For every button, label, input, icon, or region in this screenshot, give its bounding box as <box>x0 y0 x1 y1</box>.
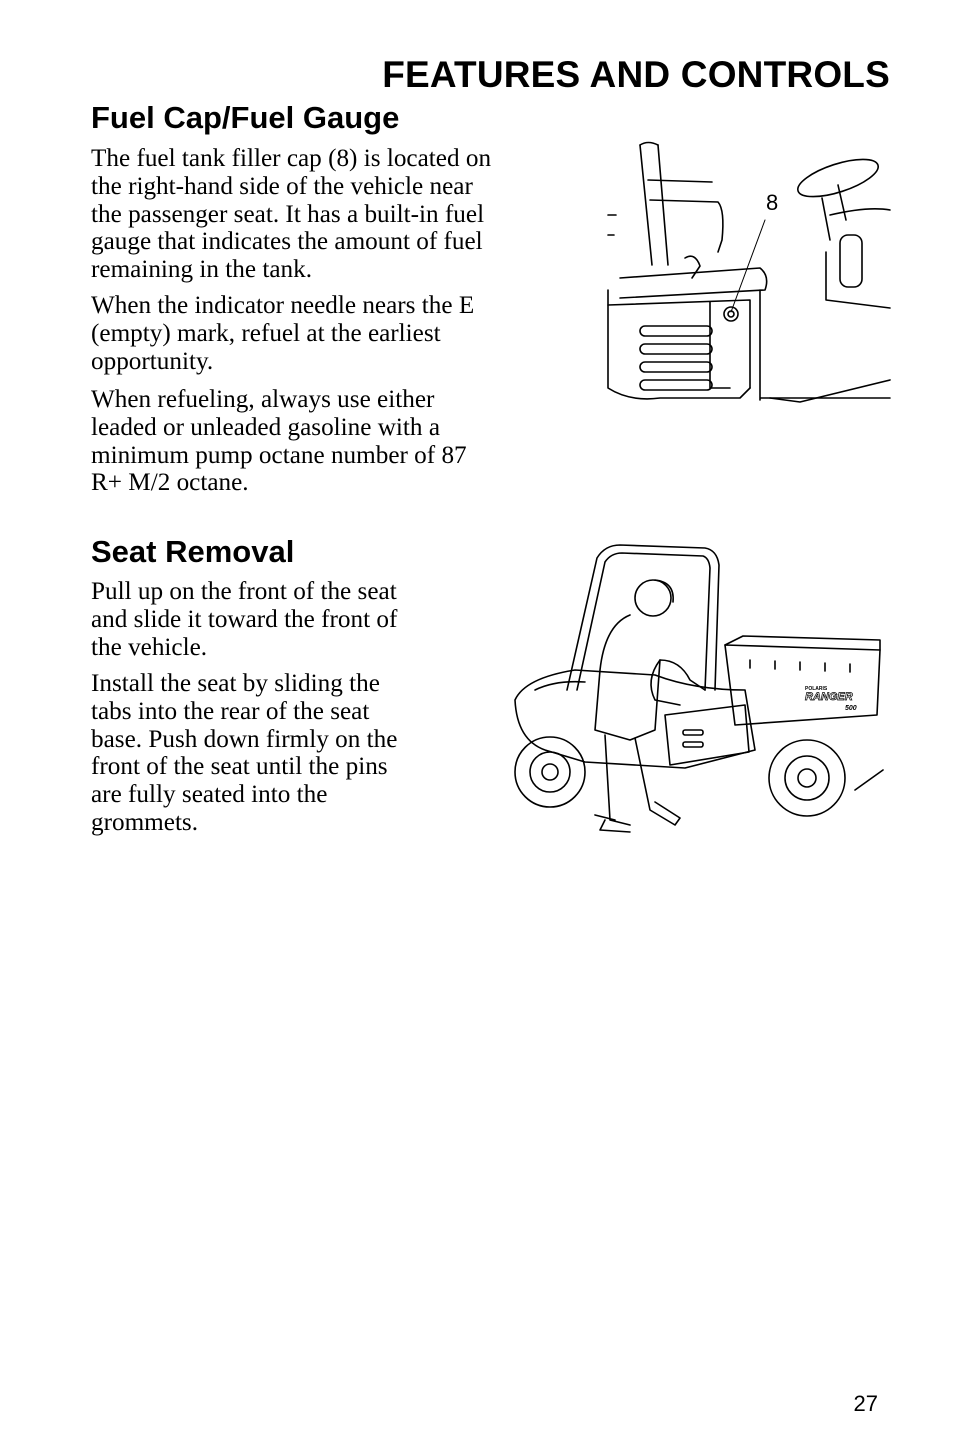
decal-sub: 500 <box>845 705 857 712</box>
chapter-title: FEATURES AND CONTROLS <box>382 54 890 95</box>
text-line: When refueling, always use either <box>91 386 435 413</box>
fuel-paragraph-2 <box>91 292 474 375</box>
text-line: are fully seated into the <box>91 781 328 809</box>
text-line: The fuel tank filler cap (8) is located on <box>91 145 492 172</box>
text-line: tabs into the rear of the seat <box>91 697 370 725</box>
text-line: remaining in the tank. <box>91 256 313 284</box>
text-line: minimum pump octane number of 87 <box>91 441 467 469</box>
text-line: When the indicator needle nears the E <box>91 292 475 319</box>
fuel-section-title: Fuel Cap/Fuel Gauge <box>91 100 400 135</box>
text-line: Install the seat by sliding the <box>91 670 380 697</box>
text-line: Pull up on the front of the seat <box>91 578 397 605</box>
text-line: and slide it toward the front of <box>91 605 398 633</box>
page-number: 27 <box>853 1391 878 1416</box>
seat-paragraph-2 <box>91 670 397 837</box>
seat-section-title: Seat Removal <box>91 534 295 569</box>
text-line: (empty) mark, refuel at the earliest <box>91 319 441 347</box>
text-line: base. Push down firmly on the <box>91 725 398 753</box>
fuel-paragraph-1 <box>91 145 491 284</box>
text-line: the passenger seat. It has a built-in fuel <box>91 200 485 228</box>
seat-paragraph-1 <box>91 578 397 661</box>
text-line: the vehicle. <box>91 633 208 661</box>
text-line: R+ M/2 octane. <box>91 469 249 497</box>
text-line: front of the seat until the pins <box>91 753 388 781</box>
decal-model: RANGER <box>805 691 853 703</box>
fuel-paragraph-3 <box>91 386 467 497</box>
text-line: grommets. <box>91 808 199 836</box>
seat-removal-illustration <box>505 540 890 840</box>
fuel-cap-illustration <box>600 140 895 415</box>
text-line: gauge that indicates the amount of fuel <box>91 228 483 256</box>
callout-label: 8 <box>766 190 779 215</box>
text-line: the right-hand side of the vehicle near <box>91 172 473 200</box>
text-line: leaded or unleaded gasoline with a <box>91 413 440 441</box>
decal-brand: POLARIS <box>805 686 828 692</box>
text-line: opportunity. <box>91 347 214 375</box>
